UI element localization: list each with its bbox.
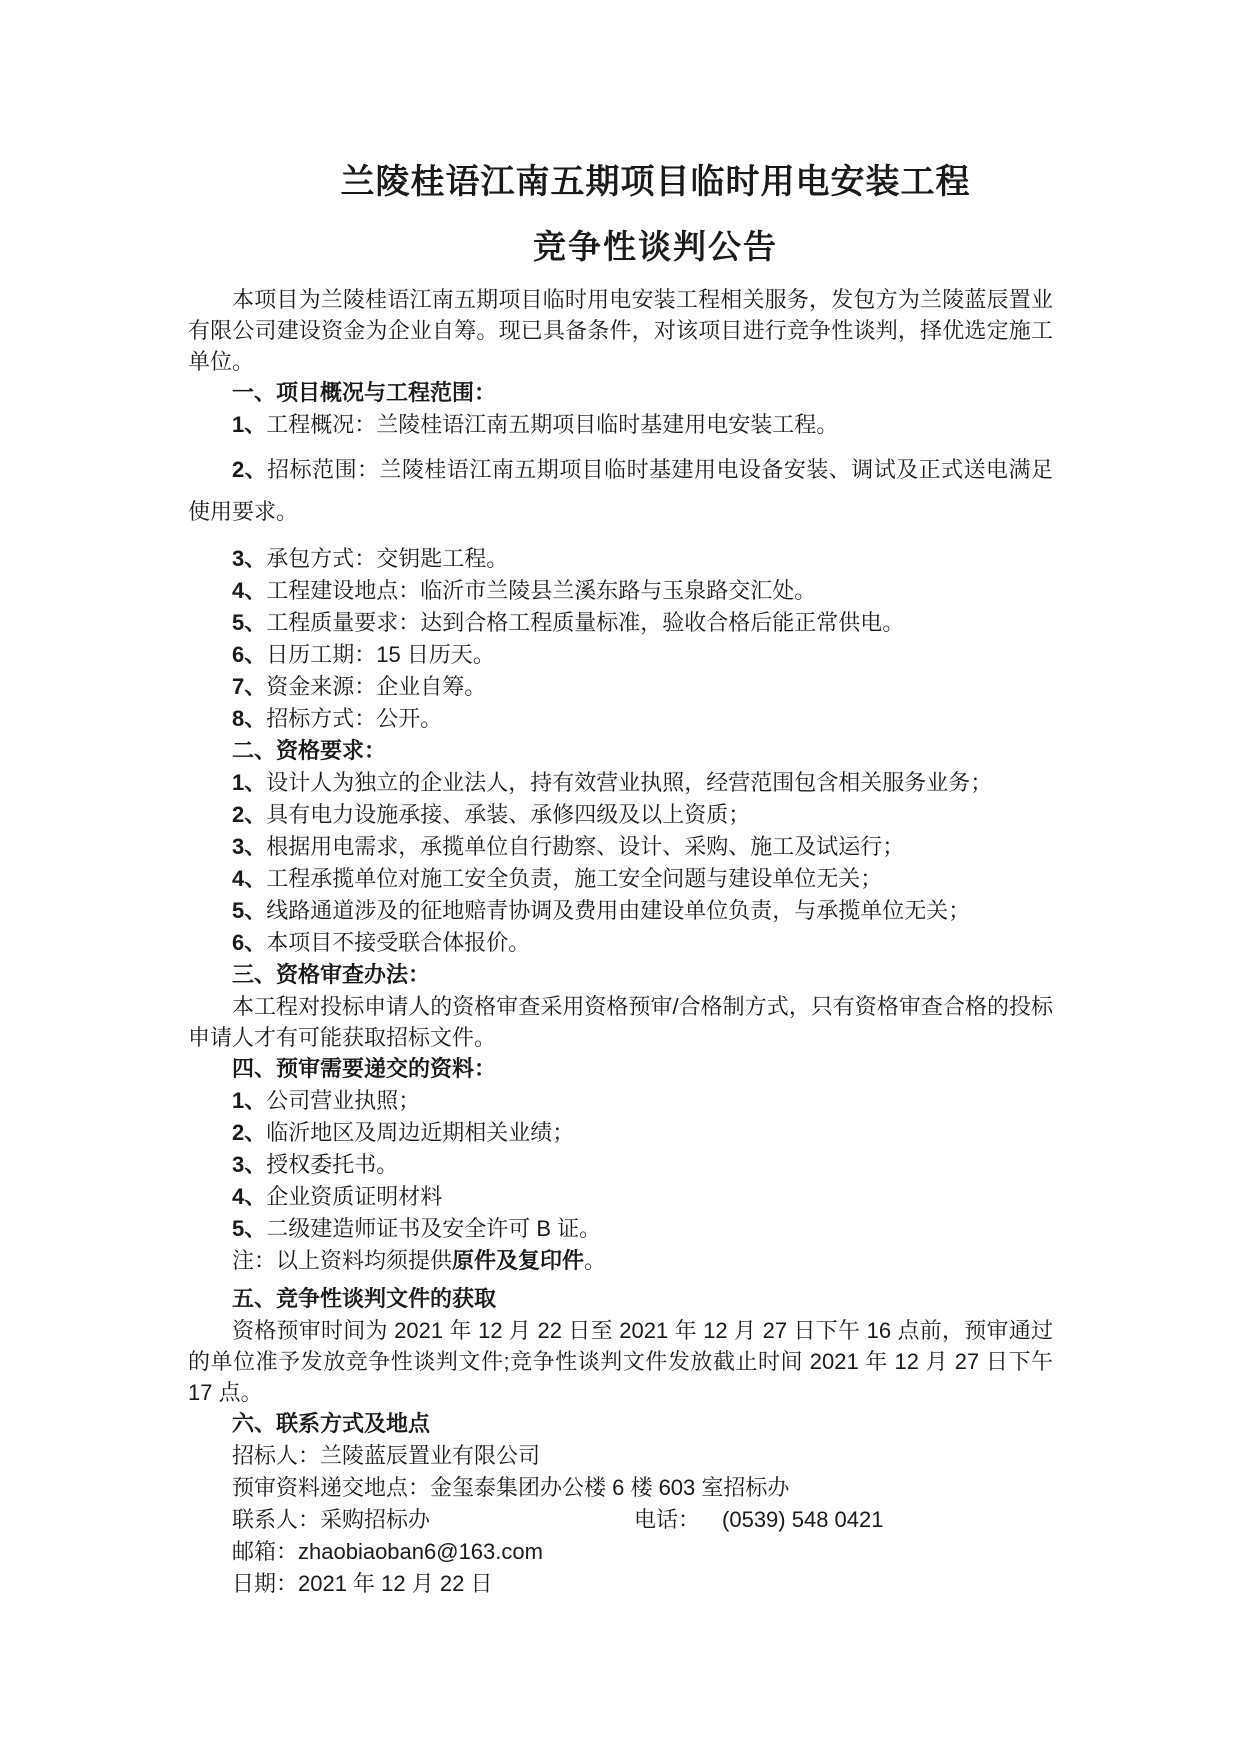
- section-5-heading: 五、竞争性谈判文件的获取: [232, 1286, 497, 1311]
- section-2-heading: 二、资格要求：: [232, 738, 387, 763]
- list-item-s1-6: [188, 639, 1053, 671]
- section-1-heading: 一、项目概况与工程范围：: [232, 380, 497, 405]
- list-item-s4-5: [188, 1213, 1053, 1245]
- item-number: 1、: [232, 770, 267, 795]
- item-text: 具有电力设施承接、承装、承修四级及以上资质；: [266, 802, 751, 827]
- section-4-heading: 四、预审需要递交的资料：: [232, 1056, 497, 1081]
- list-item-s1-7: [188, 671, 1053, 703]
- note-line: [188, 1245, 1053, 1277]
- item-number: 4、: [232, 1184, 267, 1209]
- list-item-s1-3: [188, 543, 1053, 575]
- item-number: 8、: [232, 706, 267, 731]
- contact-line: [188, 1504, 1053, 1536]
- note-suffix: 。: [584, 1248, 607, 1273]
- item-number: 3、: [232, 834, 267, 859]
- bidder-line: 招标人：兰陵蓝辰置业有限公司: [232, 1443, 541, 1468]
- item-text: 工程建设地点：临沂市兰陵县兰溪东路与玉泉路交汇处。: [266, 578, 817, 603]
- doc-subtitle: 竞争性谈判公告: [533, 228, 778, 265]
- item-number: 4、: [232, 866, 267, 891]
- date-line: 日期：2021 年 12 月 22 日: [232, 1571, 493, 1596]
- list-item-s2-4: [188, 863, 1053, 895]
- list-item-s2-1: [188, 767, 1053, 799]
- list-item-s1-4: [188, 575, 1053, 607]
- list-item-s1-1: [188, 409, 1053, 441]
- doc-title: 兰陵桂语江南五期项目临时用电安装工程: [340, 163, 971, 201]
- list-item-s2-6: [188, 927, 1053, 959]
- section-5-paragraph: 资格预审时间为 2021 年 12 月 22 日至 2021 年 12 月 27 日下午 16 点前，预审通过的单位准予发放竞争性谈判文件;竞争性谈判文件发放截止时间 2021 年 12 月 27 日下午 17 点。: [188, 1318, 1053, 1405]
- item-text: 二级建造师证书及安全许可 B 证。: [266, 1216, 602, 1241]
- list-item-s1-2: [188, 449, 1053, 533]
- intro-paragraph: 本项目为兰陵桂语江南五期项目临时用电安装工程相关服务，发包方为兰陵蓝辰置业有限公司建设资金为企业自筹。现已具备条件，对该项目进行竞争性谈判，择优选定施工单位。: [188, 287, 1053, 374]
- item-text: 承包方式：交钥匙工程。: [266, 546, 509, 571]
- list-item-s4-2: [188, 1117, 1053, 1149]
- item-text: 公司营业执照；: [266, 1088, 421, 1113]
- item-text: 工程概况：兰陵桂语江南五期项目临时基建用电安装工程。: [266, 412, 839, 437]
- section-6-heading: 六、联系方式及地点: [232, 1411, 431, 1436]
- item-number: 7、: [232, 674, 267, 699]
- item-number: 4、: [232, 578, 267, 603]
- submit-location-line: 预审资料递交地点：金玺泰集团办公楼 6 楼 603 室招标办: [232, 1475, 790, 1500]
- item-text: 根据用电需求，承揽单位自行勘察、设计、采购、施工及试运行；: [266, 834, 905, 859]
- item-text: 资金来源：企业自筹。: [266, 674, 487, 699]
- email-line: 邮箱：zhaobiaoban6@163.com: [232, 1539, 543, 1564]
- item-text: 日历工期：15 日历天。: [266, 642, 495, 667]
- item-number: 6、: [232, 642, 267, 667]
- item-number: 6、: [232, 930, 267, 955]
- list-item-s4-4: [188, 1181, 1053, 1213]
- item-number: 5、: [232, 898, 267, 923]
- contact-person: 联系人：采购招标办: [232, 1507, 431, 1532]
- list-item-s2-2: [188, 799, 1053, 831]
- note-bold-text: 原件及复印件: [452, 1248, 585, 1273]
- item-number: 5、: [232, 610, 267, 635]
- item-number: 1、: [232, 1088, 267, 1113]
- item-number: 3、: [232, 1152, 267, 1177]
- item-text: 临沂地区及周边近期相关业绩；: [266, 1120, 575, 1145]
- item-number: 5、: [232, 1216, 267, 1241]
- item-text: 招标范围：兰陵桂语江南五期项目临时基建用电设备安装、调试及正式送电满足使用要求。: [188, 457, 1053, 524]
- item-text: 本项目不接受联合体报价。: [266, 930, 531, 955]
- section-3-paragraph: 本工程对投标申请人的资格审查采用资格预审/合格制方式，只有资格审查合格的投标申请人才有可能获取招标文件。: [188, 994, 1053, 1050]
- item-number: 2、: [232, 1120, 267, 1145]
- item-number: 1、: [232, 412, 267, 437]
- list-item-s1-5: [188, 607, 1053, 639]
- item-text: 招标方式：公开。: [266, 706, 443, 731]
- list-item-s2-5: [188, 895, 1053, 927]
- note-prefix: 注：以上资料均须提供: [232, 1248, 453, 1273]
- telephone-label: 电话：: [634, 1507, 701, 1532]
- list-item-s4-3: [188, 1149, 1053, 1181]
- item-text: 线路通道涉及的征地赔青协调及费用由建设单位负责，与承揽单位无关；: [266, 898, 971, 923]
- item-text: 企业资质证明材料: [266, 1184, 443, 1209]
- item-number: 2、: [232, 802, 267, 827]
- item-text: 授权委托书。: [266, 1152, 399, 1177]
- item-text: 设计人为独立的企业法人，持有效营业执照，经营范围包含相关服务业务；: [266, 770, 993, 795]
- telephone-block: [634, 1504, 883, 1536]
- item-text: 工程承揽单位对施工安全负责，施工安全问题与建设单位无关；: [266, 866, 883, 891]
- list-item-s2-3: [188, 831, 1053, 863]
- list-item-s1-8: [188, 703, 1053, 735]
- item-number: 2、: [232, 457, 268, 482]
- item-text: 工程质量要求：达到合格工程质量标准，验收合格后能正常供电。: [266, 610, 905, 635]
- list-item-s4-1: [188, 1085, 1053, 1117]
- telephone-number: (0539) 548 0421: [722, 1507, 884, 1532]
- item-number: 3、: [232, 546, 267, 571]
- section-3-heading: 三、资格审查办法：: [232, 962, 431, 987]
